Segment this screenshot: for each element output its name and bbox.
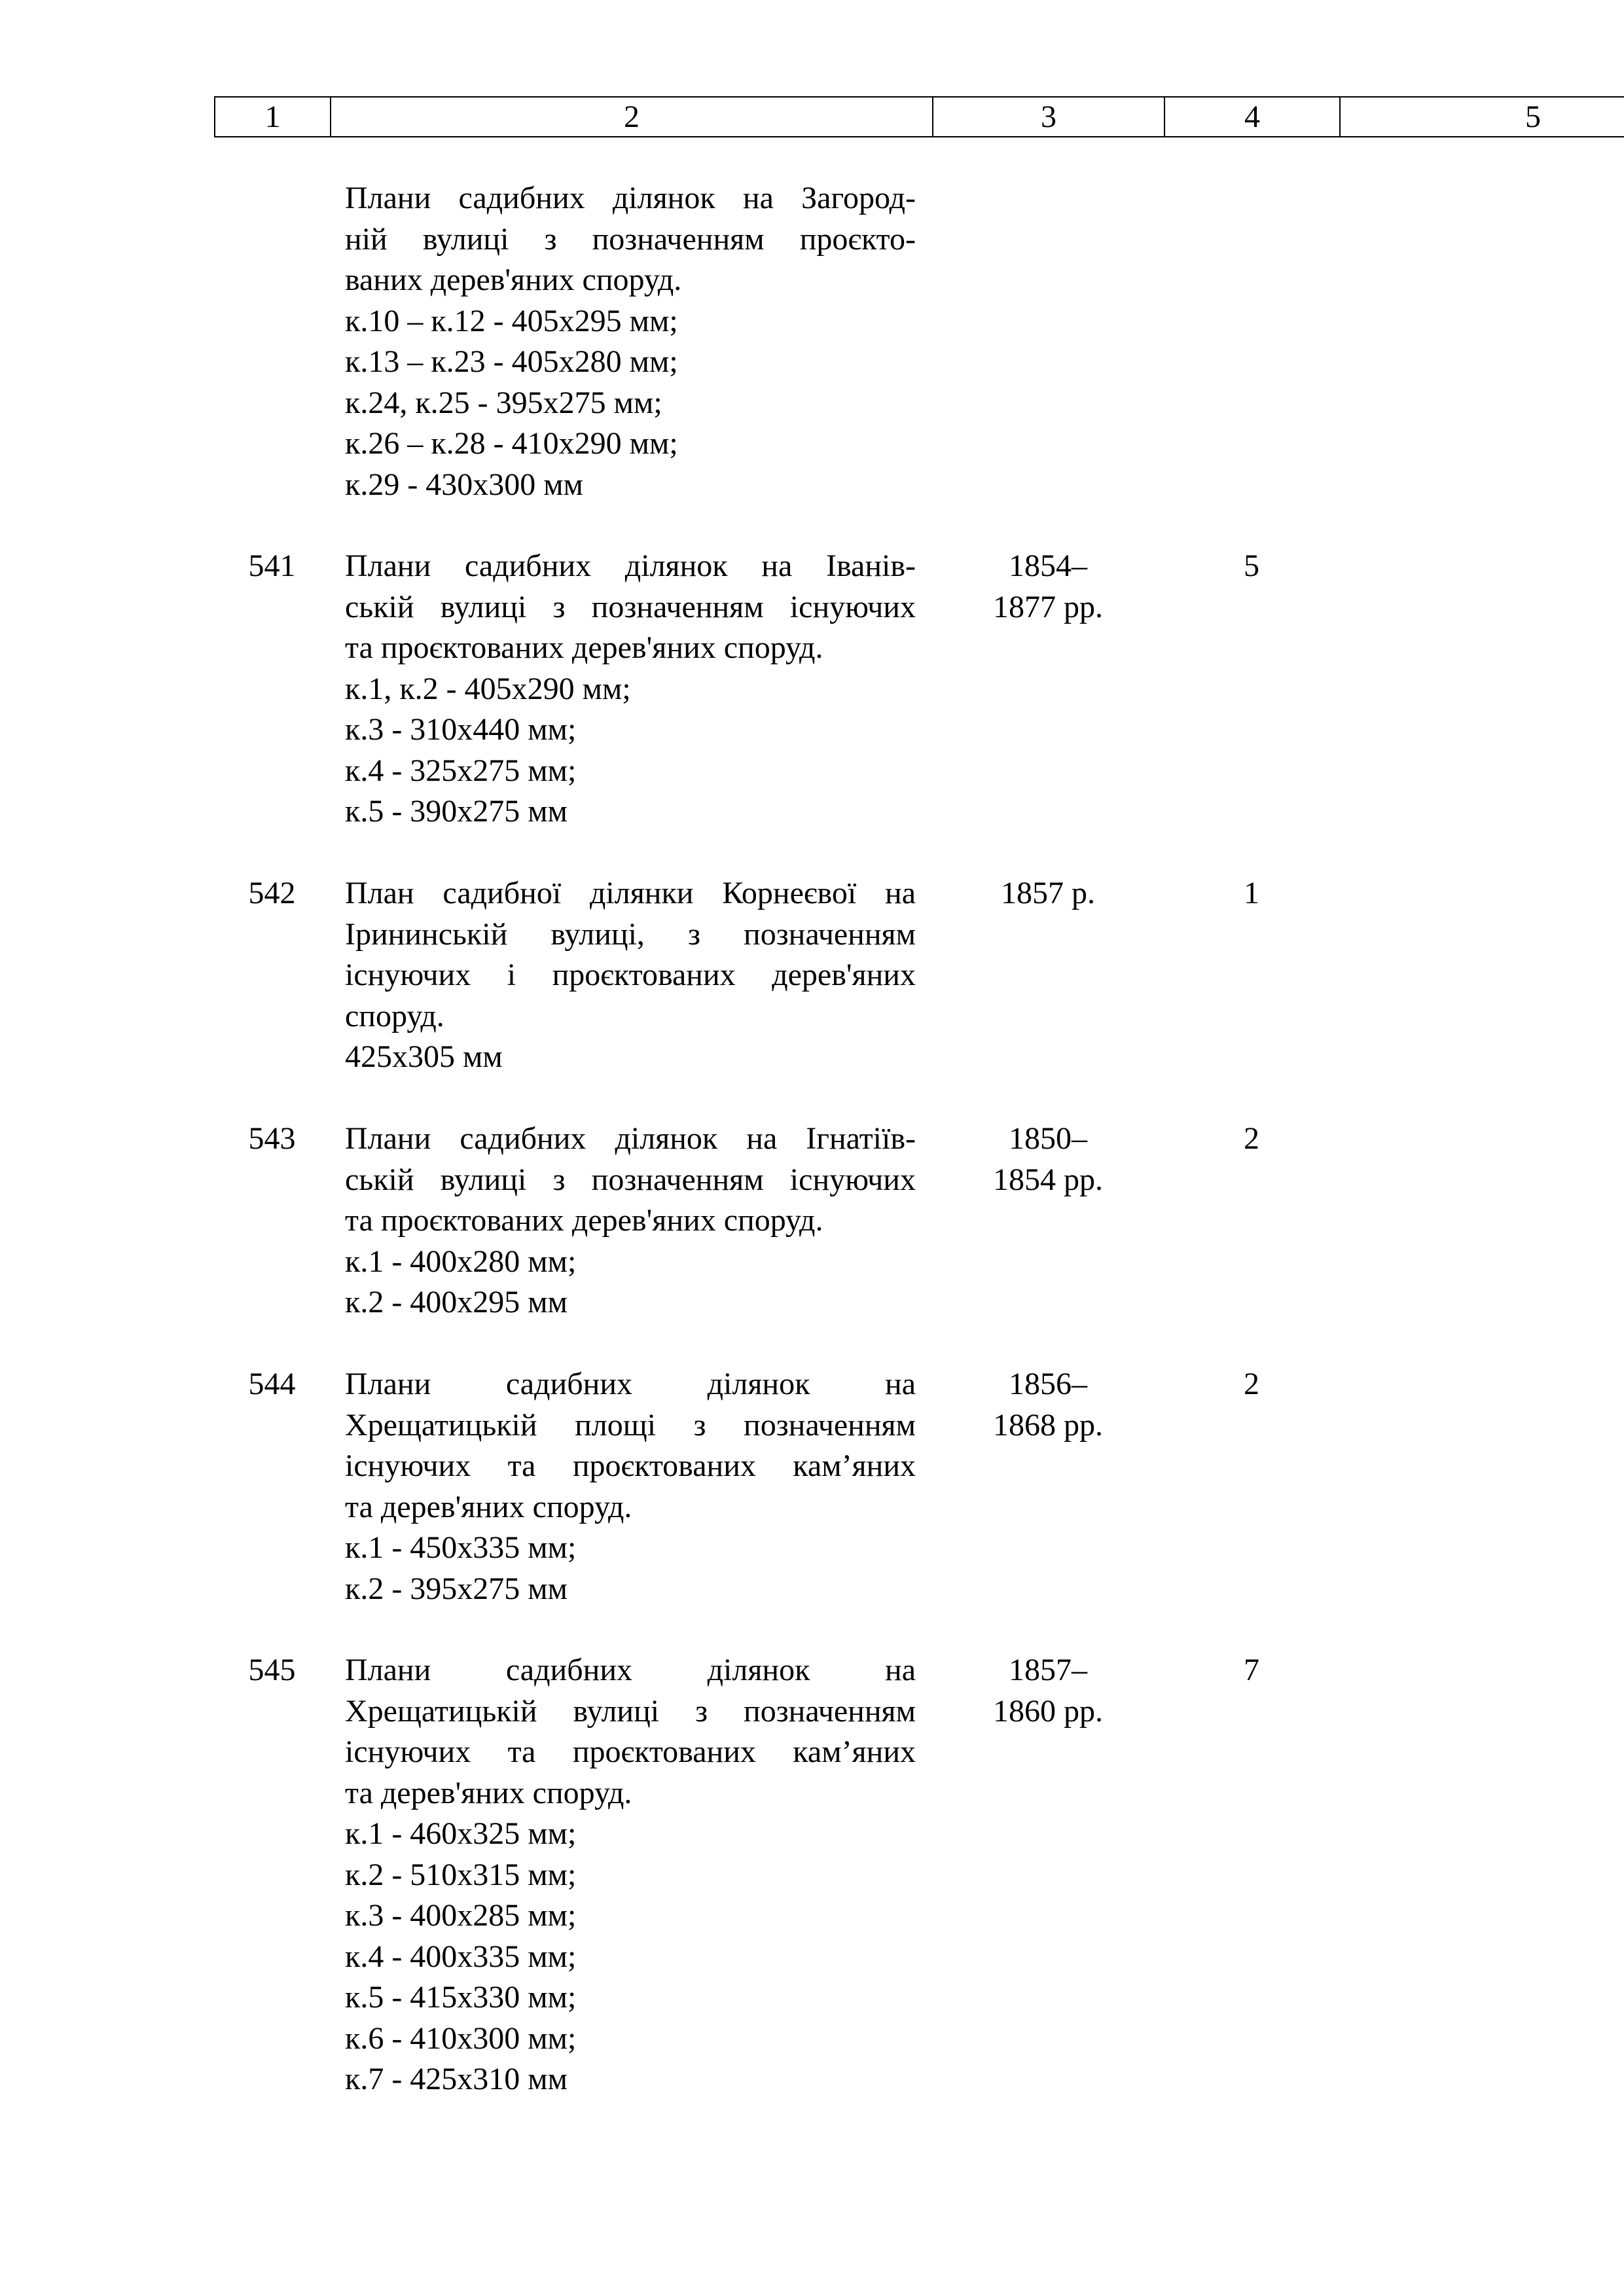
description-line: Плани садибних ділянок на — [345, 1367, 916, 1401]
entry-number: 545 — [248, 1653, 296, 1687]
entry-number: 543 — [248, 1121, 296, 1156]
column-header-5: 5 — [1525, 99, 1541, 134]
description-line: к.4 - 325х275 мм; — [345, 753, 577, 788]
date-line: 1854– — [1009, 548, 1087, 583]
date-line: 1860 рр. — [993, 1693, 1103, 1729]
entry-description — [345, 178, 916, 505]
description-line: к.1 - 400х280 мм; — [345, 1244, 577, 1279]
description-line: Плани садибних ділянок на Ігнатіїв- — [345, 1121, 916, 1156]
description-line: к.2 - 395х275 мм — [345, 1571, 568, 1606]
entry-count: 7 — [1244, 1653, 1259, 1687]
description-line: Хрещатицькій площі з позначенням — [345, 1407, 916, 1443]
column-header-2: 2 — [331, 98, 933, 136]
description-line: к.6 - 410х300 мм; — [345, 2020, 577, 2056]
description-line: к.2 - 400х295 мм — [345, 1285, 568, 1319]
date-line: 1856– — [1009, 1367, 1087, 1401]
date-line: 1877 рр. — [993, 589, 1103, 624]
description-line: існуючих і проєктованих дерев'яних — [345, 958, 916, 992]
description-line: к.1, к.2 - 405х290 мм; — [345, 671, 631, 706]
date-line: 1850– — [1009, 1121, 1087, 1156]
description-line: к.13 – к.23 - 405х280 мм; — [345, 344, 678, 379]
entry-number: 541 — [248, 548, 296, 583]
entry-description — [345, 1119, 916, 1323]
description-line: та дерев'яних споруд. — [345, 1489, 632, 1524]
entry-description — [345, 546, 916, 833]
date-line: 1857– — [1009, 1653, 1087, 1687]
column-header-4: 4 — [1165, 98, 1341, 136]
entry-description — [345, 1364, 916, 1609]
date-line: 1868 рр. — [993, 1407, 1103, 1443]
description-line: Плани садибних ділянок на Загород- — [345, 181, 916, 215]
description-line: та проєктованих дерев'яних споруд. — [345, 1203, 823, 1238]
description-line: к.1 - 460х325 мм; — [345, 1816, 577, 1851]
description-line: к.5 - 390х275 мм — [345, 794, 568, 829]
entry-dates — [932, 1364, 1164, 1446]
description-line: ській вулиці з позначенням існуючих — [345, 589, 916, 624]
description-line: Ірининській вулиці, з позначенням — [345, 916, 916, 952]
date-line: 1854 рр. — [993, 1162, 1103, 1197]
entry-dates — [932, 546, 1164, 628]
entry-dates — [932, 873, 1164, 914]
entry-description — [345, 873, 916, 1078]
description-line: к.10 – к.12 - 405х295 мм; — [345, 303, 678, 338]
description-line: к.4 - 400х335 мм; — [345, 1939, 577, 1974]
description-line: к.5 - 415х330 мм; — [345, 1980, 577, 2015]
description-line: к.2 - 510х315 мм; — [345, 1857, 577, 1892]
description-line: Плани садибних ділянок на — [345, 1653, 916, 1687]
description-line: споруд. — [345, 998, 444, 1033]
description-line: к.29 - 430х300 мм — [345, 467, 584, 502]
description-line: існуючих та проєктованих кам’яних — [345, 1734, 916, 1769]
description-line: к.3 - 400х285 мм; — [345, 1898, 577, 1933]
description-line: ській вулиці з позначенням існуючих — [345, 1162, 916, 1197]
description-line: 425х305 мм — [345, 1039, 503, 1074]
description-line: к.7 - 425х310 мм — [345, 2062, 568, 2096]
column-header-1: 1 — [215, 98, 331, 136]
entry-dates — [932, 1119, 1164, 1200]
entry-number: 542 — [248, 876, 296, 910]
description-line: План садибної ділянки Корнеєвої на — [345, 876, 916, 910]
description-line: к.26 – к.28 - 410х290 мм; — [345, 426, 678, 461]
description-line: існуючих та проєктованих кам’яних — [345, 1448, 916, 1483]
description-line: ваних дерев'яних споруд. — [345, 262, 682, 297]
description-line: та проєктованих дерев'яних споруд. — [345, 630, 823, 665]
description-line: к.1 - 450х335 мм; — [345, 1530, 577, 1565]
entry-number: 544 — [248, 1367, 296, 1401]
description-line: к.3 - 310х440 мм; — [345, 712, 577, 747]
description-line: Хрещатицькій вулиці з позначенням — [345, 1693, 916, 1729]
entry-count: 1 — [1244, 876, 1259, 910]
description-line: ній вулиці з позначенням проєкто- — [345, 221, 916, 257]
description-line: к.24, к.25 - 395х275 мм; — [345, 385, 662, 420]
description-line: та дерев'яних споруд. — [345, 1775, 632, 1810]
date-line: 1857 р. — [1001, 876, 1095, 910]
entry-count: 2 — [1244, 1121, 1259, 1156]
entry-count: 5 — [1244, 548, 1259, 583]
column-header-3: 3 — [933, 98, 1165, 136]
entry-dates — [932, 1650, 1164, 1732]
entry-count: 2 — [1244, 1367, 1259, 1401]
column-header-row — [214, 96, 1624, 137]
description-line: Плани садибних ділянок на Іванів- — [345, 548, 916, 583]
entry-description — [345, 1650, 916, 2100]
